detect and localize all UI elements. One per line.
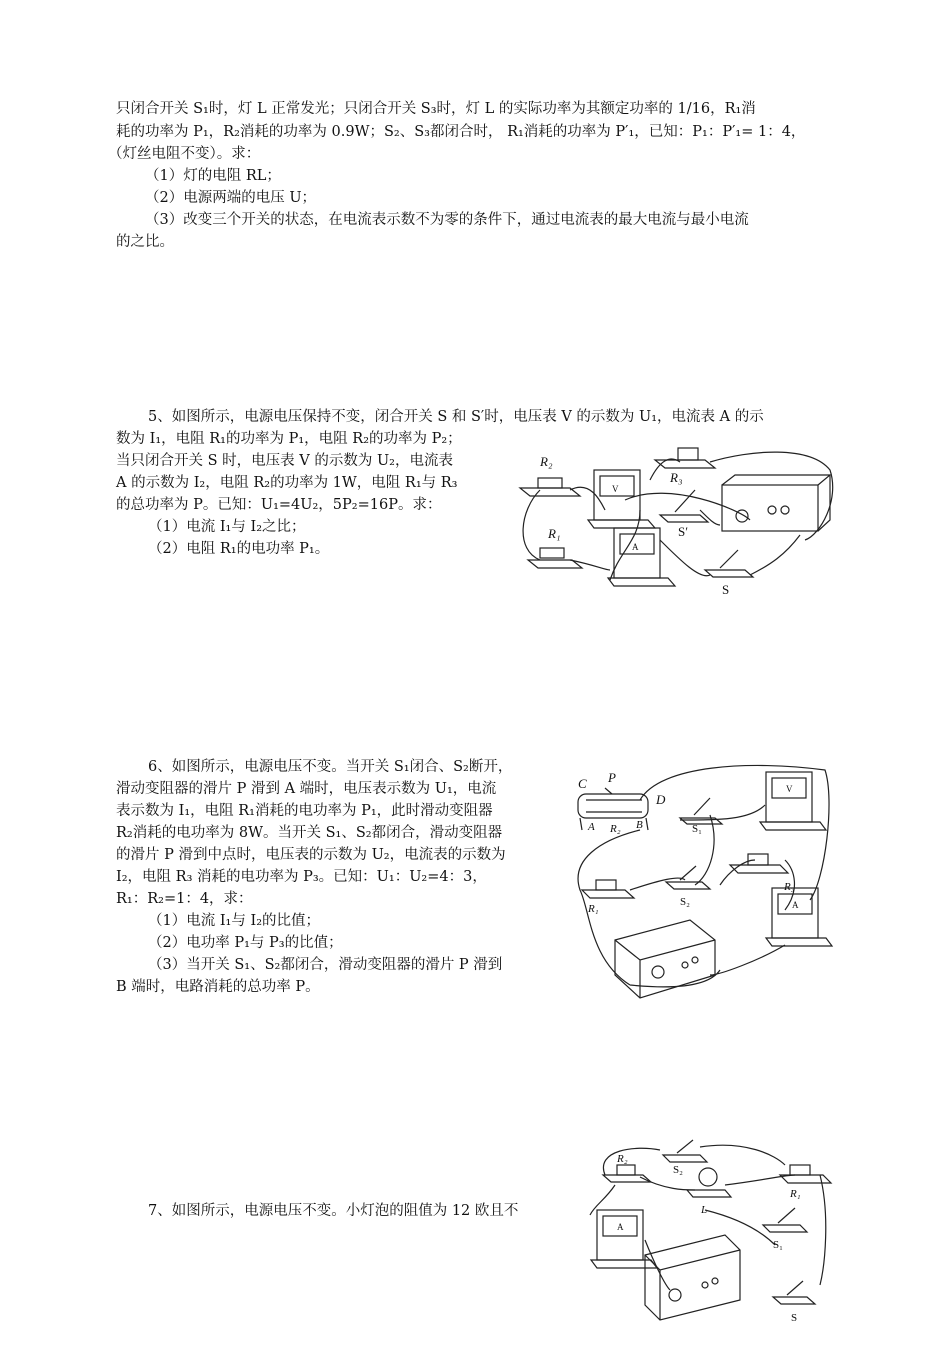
label-r2: R₂ bbox=[610, 823, 621, 835]
circuit-figure-6 bbox=[570, 760, 840, 1005]
text-line: 数为 I₁，电阻 R₁的功率为 P₁，电阻 R₂的功率为 P₂； bbox=[116, 431, 462, 447]
label-p: P bbox=[608, 770, 616, 785]
problem-5-title: 5、如图所示，电源电压保持不变，闭合开关 S 和 S′时，电压表 V 的示数为 U₁，电流表 A 的示 bbox=[148, 409, 764, 425]
text-line: （2）电阻 R₁的电功率 P₁。 bbox=[148, 541, 330, 557]
label-d: D bbox=[656, 792, 666, 807]
text-line: I₂，电阻 R₃ 消耗的电功率为 P₃。已知：U₁：U₂=4：3， bbox=[116, 869, 487, 885]
label-s2: S₂ bbox=[673, 1164, 683, 1176]
text-line: 的滑片 P 滑到中点时，电压表的示数为 U₂，电流表的示数为 bbox=[116, 847, 506, 863]
label-r1: R₁ bbox=[790, 1188, 801, 1200]
text-line: 的总功率为 P。已知：U₁=4U₂，5P₂=16P。求： bbox=[116, 497, 442, 513]
label-l: L bbox=[701, 1204, 708, 1216]
text-line: （1）灯的电阻 RL； bbox=[145, 168, 281, 184]
text-line: 只闭合开关 S₁时，灯 L 正常发光；只闭合开关 S₃时，灯 L 的实际功率为其额定功率的 1/16，R₁消 bbox=[116, 101, 756, 117]
text-line: （2）电功率 P₁与 P₃的比值； bbox=[148, 935, 343, 951]
label-am: A bbox=[792, 900, 799, 910]
text-line: A 的示数为 I₂，电阻 R₂的功率为 1W，电阻 R₁与 R₃ bbox=[116, 475, 458, 491]
label-s: S bbox=[722, 582, 730, 597]
label-v: V bbox=[612, 484, 619, 494]
label-v: V bbox=[786, 784, 793, 794]
text-line: 的之比。 bbox=[116, 234, 174, 250]
text-line: （3）改变三个开关的状态，在电流表示数不为零的条件下，通过电流表的最大电流与最小电流 bbox=[145, 212, 749, 228]
text-line: 当只闭合开关 S 时，电压表 V 的示数为 U₂，电流表 bbox=[116, 453, 453, 469]
label-a: A bbox=[632, 542, 639, 552]
label-r3: R₃ bbox=[670, 470, 683, 485]
circuit-figure-7 bbox=[575, 1135, 840, 1330]
text-line: B 端时，电路消耗的总功率 P。 bbox=[116, 979, 320, 995]
label-s1: S₁ bbox=[773, 1239, 783, 1251]
label-s1: S₁ bbox=[692, 823, 702, 835]
circuit-figure-5 bbox=[510, 440, 840, 600]
text-line: R₁：R₂=1：4，求： bbox=[116, 891, 253, 907]
text-line: （灯丝电阻不变）。求： bbox=[108, 146, 261, 162]
text-line: （3）当开关 S₁、S₂都闭合，滑动变阻器的滑片 P 滑到 bbox=[148, 957, 503, 973]
label-r2: R₂ bbox=[540, 454, 553, 469]
label-c: C bbox=[578, 776, 587, 791]
label-r1: R₁ bbox=[588, 903, 599, 915]
text-line: （1）电流 I₁与 I₂的比值； bbox=[148, 913, 321, 929]
text-line: 耗的功率为 P₁，R₂消耗的功率为 0.9W；S₂、S₃都闭合时， R₁消耗的功率为 P′₁，已知：P₁：P′₁= 1：4， bbox=[116, 124, 806, 140]
label-r1: R₁ bbox=[548, 526, 561, 541]
text-line: 表示数为 I₁，电阻 R₁消耗的电功率为 P₁，此时滑动变阻器 bbox=[116, 803, 493, 819]
text-line: （2）电源两端的电压 U； bbox=[145, 190, 317, 206]
text-line: R₂消耗的电功率为 8W。当开关 S₁、S₂都闭合，滑动变阻器 bbox=[116, 825, 503, 841]
problem-6-title: 6、如图所示，电源电压不变。当开关 S₁闭合、S₂断开， bbox=[148, 759, 513, 775]
label-r3: R₃ bbox=[784, 881, 795, 893]
text-line: （1）电流 I₁与 I₂之比； bbox=[148, 519, 306, 535]
label-s2: S₂ bbox=[680, 896, 690, 908]
label-a: A bbox=[617, 1222, 624, 1232]
problem-7-title: 7、如图所示，电源电压不变。小灯泡的阻值为 12 欧且不 bbox=[148, 1203, 519, 1219]
text-line: 滑动变阻器的滑片 P 滑到 A 端时，电压表示数为 U₁，电流 bbox=[116, 781, 497, 797]
label-r2: R₂ bbox=[617, 1153, 628, 1165]
label-s-prime: S′ bbox=[678, 524, 689, 539]
label-b: B bbox=[636, 819, 643, 831]
label-s: S bbox=[791, 1312, 798, 1324]
label-a: A bbox=[588, 821, 595, 833]
